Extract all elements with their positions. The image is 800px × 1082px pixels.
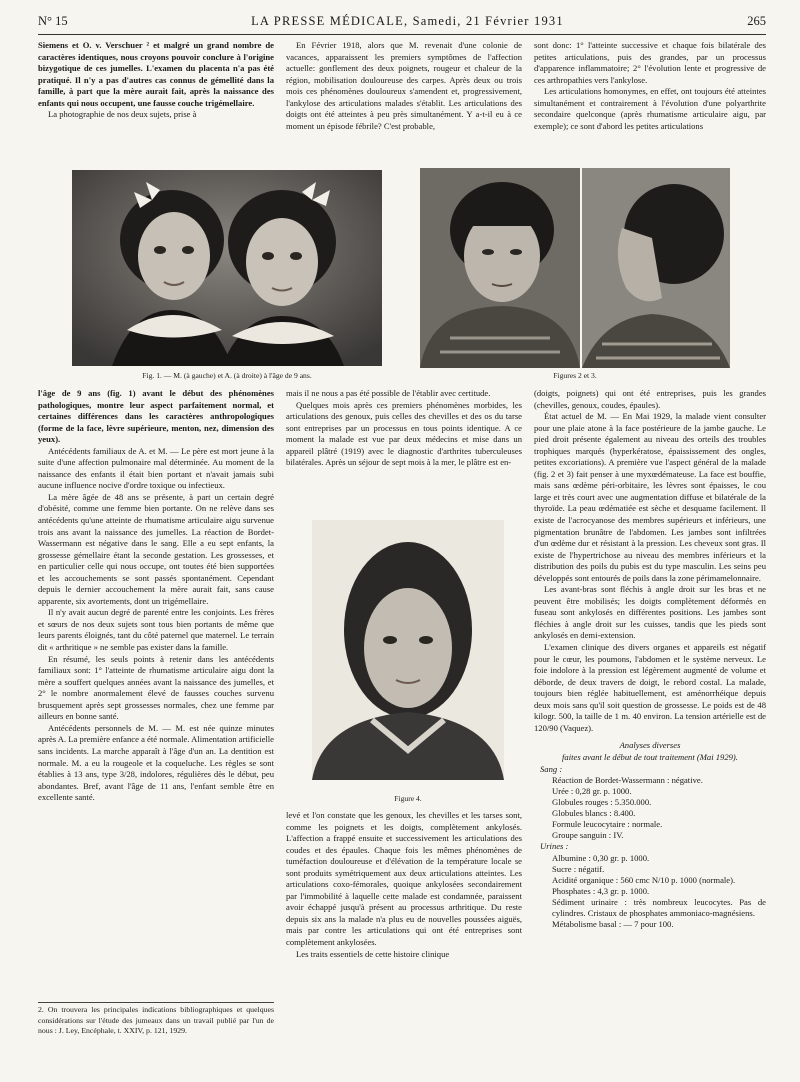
paragraph: mais il ne nous a pas été possible de l'établir avec certitude. <box>286 388 491 398</box>
analyses-subheading: faites avant le début de tout traitement (Mai 1929). <box>562 751 738 762</box>
list-item: Albumine : 0,30 gr. p. 1000. <box>552 852 650 863</box>
portrait-girl-icon <box>312 520 504 780</box>
footnote: 2. On trouvera les principales indications bibliographiques et quelques considérations sur l'étude des jumeaux dans un travail publié par l'un de nous : J. Ley, Encéphale, t. XXIV, p. 121, 1929. <box>38 1005 274 1035</box>
header-rule <box>38 34 766 35</box>
issue-number: N° 15 <box>38 14 68 28</box>
analyses-heading: Analyses diverses <box>619 740 681 751</box>
paragraph: sont donc: 1° l'atteinte successive et chaque fois bilatérale des petites articulations, puis des grandes, par un processus d'apparence inflammatoire; 2° l'évolution lente et progressive de ces arthropathies vers l'ankylose. <box>534 40 766 85</box>
left-column <box>38 388 274 804</box>
figure-1-caption: Fig. 1. — M. (à gauche) et A. (à droite) à l'âge de 9 ans. <box>142 371 312 380</box>
list-item: Globules blancs : 8.400. <box>552 808 636 819</box>
list-item: Réaction de Bordet-Wassermann : négative. <box>552 775 703 786</box>
paragraph: (doigts, poignets) qui ont été entreprises, puis les grandes (chevilles, genoux, coudes, épaules). <box>534 388 766 410</box>
paragraph: l'âge de 9 ans (fig. 1) avant le début des phénomènes pathologiques, montre leur aspect parfaitement normal, et certaines différences dans les caractères anthropologiques (forme de la face, lèvre supérieure, menton, nez, dimension des yeux). <box>38 388 274 445</box>
paragraph: L'examen clinique des divers organes et appareils est négatif pour le cœur, les poumons, l'abdomen et le système nerveux. Le foie indolore à la pression est légèrement augmenté de volume et déborde, de deux travers de doigt, le rebord costal. La malade, toujours bien réglée habituellement, est aménorrhéique depuis deux mois sans qu'il soit question de grossesse. Le poids est de 48 kilogr. 500, la taille de 1 m. 40 environ. La tension artérielle est de 120/90 (Vaquez). <box>534 642 766 733</box>
paragraph: État actuel de M. — En Mai 1929, la malade vient consulter pour une plaie atone à la face postérieure de la jambe gauche. Le pied droit présente également au niveau des orteils des troubles trophiques marqués (hyperkératose, épaississement des ongles, petites excoriations). A première vue l'aspect général de la malade (fig. 2 et 3) fait penser à une myxœdémateuse. La face est bouffie, mais sans œdème péri-orbitaire, les lèvres sont épaisses, le cou large et très court avec une augmentation diffuse et bilatérale de la thyroïde. La peau œdématiée est sèche et desquame facilement. Il existe de l'acrocyanose des membres supérieurs et inférieurs, une pigmentation brunâtre de l'abdomen. Les jambes sont infiltrées d'un œdème dur et résistant à la pression. Les cheveux sont gras. Il existe de l'hypertrichose au niveau des membres inférieurs et la distribution des poils du pubis est du type masculin. Les seins peu développés sont entourés de poils dans la zone périmamelonnaire. <box>534 411 766 583</box>
paragraph: Siemens et O. v. Verschuer ² et malgré un grand nombre de caractères identiques, nous croyons pouvoir conclure à l'origine bizygotique de ces jumelles. L'examen du placenta n'a pas été pratiqué. Il n'y a pas d'autres cas connus de gémellité dans la famille, à part que la mère aurait fait, après la naissance des enfants qui nous occupent, une fausse couche trigémellaire. <box>38 40 274 108</box>
blood-results-list <box>534 775 766 841</box>
list-item: Groupe sanguin : IV. <box>552 830 624 841</box>
paragraph: Antécédents personnels de M. — M. est née quinze minutes après A. La première enfance a été normale. Alimentation artificielle sans incidents. La marche apparaît à l'âge d'un an. La dentition est normale. M. a eu la rougeole et la coqueluche. Les règles se sont établies à 13 ans, type 3/28, indolores, régulières dès le début, peu abondantes. Bref, avant l'âge de 11 ans, l'enfant semble être en excellente santé. <box>38 722 274 803</box>
list-item: Métabolisme basal : — 7 pour 100. <box>552 918 674 929</box>
portrait-front-icon <box>420 168 580 368</box>
paragraph: levé et l'on constate que les genoux, les chevilles et les tarses sont, comme les poignets et les doigts, complètement ankylosés. L'affection a frappé ensuite et successivement les articulations des coudes et des épaules. Chaque fois les mêmes phénomènes de tuméfaction douloureuse et d'élévation de la température locale se sont produits symétriquement aux deux articulations atteintes. Les articulations coxo-fémorales, quoique ankylosées secondairement par l'immobilité à laquelle cette malade est condamnée, paraissent avoir échappé jusqu'à présent au processus arthritique. Du reste depuis six ans la malade n'a plus eu de nouvelles poussées aiguës, mais par contre les articulations qui ont été entreprises sont complètement ankylosées. <box>286 810 522 948</box>
paragraph: La mère âgée de 48 ans se présente, à part un certain degré d'obésité, comme une femme bien portante. On ne relève dans ses antécédents qu'une atteinte de rhumatisme articulaire aigu survenue trois ans avant la naissance des jumelles. La réaction de Bordet-Wassermann est négative dans le sang. Elle a eu sept enfants, la grossesse gémellaire étant la seconde gestation. Les grossesses, et en particulier celle qui nous occupe, ont toutes été bien supportées et les accouchements se sont passés spontanément. Cependant depuis le dernier accouchement la mère aurait fait, sans cause apparente, six avortements, dont un trigémellaire. <box>38 491 274 606</box>
figure-4-photograph <box>312 520 504 780</box>
list-item: Phosphates : 4,3 gr. p. 1000. <box>552 885 650 896</box>
figure-1-photograph <box>72 170 382 366</box>
list-item: Globules rouges : 5.350.000. <box>552 797 652 808</box>
portrait-profile-icon <box>582 168 730 368</box>
urine-label: Urines : <box>540 841 569 852</box>
paragraph: Les traits essentiels de cette histoire clinique <box>296 948 450 959</box>
paragraph: Les articulations homonymes, en effet, ont toujours été atteintes simultanément et contrairement à l'évolution d'une polyarthrite secondaire quelconque (après rhumatisme articulaire aigu, par exemple); ce sont d'abord les petites articulations <box>534 86 766 131</box>
page-number: 265 <box>747 14 766 28</box>
paragraph: Antécédents familiaux de A. et M. — Le père est mort jeune à la suite d'une affection pulmonaire mal déterminée. Au moment de la naissance des enfants il était bien portant et n'avait jamais subi aucune influence nocive d'ordre toxique ou infectieux. <box>38 445 274 491</box>
figures-2-3-caption: Figures 2 et 3. <box>553 371 597 380</box>
figure-4-caption: Figure 4. <box>394 794 422 803</box>
top-column-3 <box>534 40 766 132</box>
twins-photo-icon <box>72 170 382 366</box>
list-item: Urée : 0,28 gr. p. 1000. <box>552 786 632 797</box>
paragraph: En Février 1918, alors que M. revenait d'une colonie de vacances, apparaissent les premiers symptômes de l'affection actuelle: gonflement des deux poignets, rougeur et chaleur de la région, mobilisation douloureuse des carpes. Après deux ou trois mois ces phénomènes douloureux s'amendent et, progressivement, l'ankylose des articulations malades s'établit. Les articulations des doigts ont été atteintes à peu près simultanément. Y a-t-il eu à ce moment un épisode fébrile? C'est probable, <box>286 40 522 131</box>
paragraph: Les avant-bras sont fléchis à angle droit sur les bras et ne peuvent être mobilisés; les doigts complètement déformés en fuseau sont ankylosés en différentes positions. Les jambes sont fléchies à angle droit sur les cuisses, tandis que les pieds sont ankylosés en demi-extension. <box>534 584 766 641</box>
figure-3-photograph <box>582 168 730 368</box>
list-item: Sédiment urinaire : très nombreux leucocytes. Pas de cylindres. Cristaux de phosphates ammoniaco-magnésiens. <box>552 896 766 918</box>
right-column <box>534 388 766 930</box>
urine-results-list <box>534 853 766 930</box>
paragraph: La photographie de nos deux sujets, prise à <box>48 109 197 120</box>
list-item: Formule leucocytaire : normale. <box>552 819 663 830</box>
middle-column-lower <box>286 810 522 960</box>
paragraph: Il n'y avait aucun degré de parenté entre les conjoints. Les frères et sœurs de nos deux sujets sont tous bien portants de même que leurs parents éloignés, tant du côté paternel que maternel. Le terrain dit « arthritique » ne semble pas exister dans la famille. <box>38 607 274 653</box>
blood-label: Sang : <box>540 763 563 774</box>
list-item: Sucre : négatif. <box>552 863 605 874</box>
paragraph: Quelques mois après ces premiers phénomènes morbides, les articulations des genoux, puis celles des chevilles et des os du tarse sont entreprises par un processus en tous points identique. A ce moment la malade est vue par deux médecins et mise dans un appareil plâtré (1919) avec le diagnostic d'arthrites tuberculeuses bilatérales. Après un séjour de sept mois à la mer, le plâtre est en- <box>286 399 522 468</box>
paragraph: En résumé, les seuls points à retenir dans les antécédents familiaux sont: 1° l'atteinte de rhumatisme articulaire aigu dont la mère a souffert quelques années avant la naissance des jumelles, et 2° le nombre anormalement élevé de fausses couches survenu brusquement après sept grossesses normales, chez une femme par ailleurs en bonne santé. <box>38 653 274 722</box>
top-column-1 <box>38 40 274 121</box>
figure-2-photograph <box>420 168 580 368</box>
middle-column-upper <box>286 388 522 469</box>
running-header <box>38 14 766 34</box>
footnote-rule <box>38 1002 274 1003</box>
list-item: Acidité organique : 560 cmc N/10 p. 1000 (normale). <box>552 874 736 885</box>
top-column-2 <box>286 40 522 132</box>
journal-title: LA PRESSE MÉDICALE, Samedi, 21 Février 1931 <box>251 14 564 28</box>
